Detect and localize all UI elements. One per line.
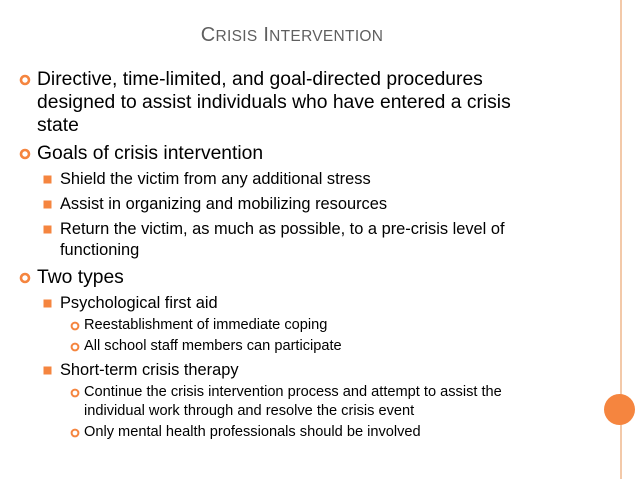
bullet-line: Shield the victim from any additional stress	[60, 170, 371, 188]
decorative-orange-circle	[604, 394, 635, 425]
square-bullet-icon	[38, 219, 56, 240]
bullet-item	[38, 194, 604, 215]
bullet-line: functioning	[60, 241, 140, 259]
bullet-text	[84, 423, 604, 442]
bullet-item	[38, 293, 604, 314]
bullet-text	[60, 169, 604, 190]
bullet-item	[68, 316, 604, 335]
bullet-item	[68, 337, 604, 356]
title-rest: NTERVENTION	[269, 28, 384, 45]
bullet-line: Reestablishment of immediate coping	[84, 317, 328, 333]
bullet-text	[60, 219, 604, 261]
bullet-text	[60, 293, 604, 314]
bullet-item	[38, 219, 604, 261]
bullet-text	[84, 383, 604, 421]
bullet-text	[35, 68, 604, 137]
title-rest: RISIS	[215, 28, 258, 45]
ring-bullet-icon	[14, 142, 35, 165]
bullet-item	[68, 423, 604, 442]
bullet-item	[14, 266, 604, 289]
bullet-text	[84, 337, 604, 356]
ring-bullet-icon	[14, 266, 35, 289]
ring-bullet-icon	[68, 423, 82, 442]
bullet-line: Return the victim, as much as possible, to a pre-crisis level of	[60, 220, 505, 238]
title-initial: I	[263, 24, 270, 46]
bullet-item	[14, 68, 604, 137]
square-bullet-icon	[38, 194, 56, 215]
bullet-text	[84, 316, 604, 335]
title-initial: C	[200, 24, 216, 46]
bullet-line: Goals of crisis intervention	[37, 143, 264, 164]
bullet-line: Psychological first aid	[60, 294, 218, 312]
slide-title	[0, 24, 584, 47]
bullet-line: individual work through and resolve the crisis event	[84, 403, 415, 419]
bullet-text	[35, 142, 604, 165]
bullet-line: Two types	[37, 267, 124, 288]
bullet-line: Continue the crisis intervention process and attempt to assist the	[84, 384, 502, 400]
bullet-line: All school staff members can participate	[84, 338, 342, 354]
bullet-line: Assist in organizing and mobilizing resources	[60, 195, 388, 213]
ring-bullet-icon	[68, 337, 82, 356]
bullet-line: Only mental health professionals should be involved	[84, 424, 421, 440]
bullet-line: Short-term crisis therapy	[60, 361, 239, 379]
bullet-line: state	[37, 115, 79, 136]
bullet-text	[35, 266, 604, 289]
bullet-list	[14, 68, 604, 442]
bullet-line: designed to assist individuals who have entered a crisis	[37, 92, 511, 113]
square-bullet-icon	[38, 293, 56, 314]
bullet-item	[38, 169, 604, 190]
bullet-text	[60, 194, 604, 215]
square-bullet-icon	[38, 169, 56, 190]
bullet-line: Directive, time-limited, and goal-directed procedures	[37, 69, 483, 90]
ring-bullet-icon	[68, 383, 82, 402]
bullet-item	[68, 383, 604, 421]
bullet-text	[60, 360, 604, 381]
bullet-item	[38, 360, 604, 381]
ring-bullet-icon	[68, 316, 82, 335]
square-bullet-icon	[38, 360, 56, 381]
ring-bullet-icon	[14, 68, 35, 91]
bullet-item	[14, 142, 604, 165]
